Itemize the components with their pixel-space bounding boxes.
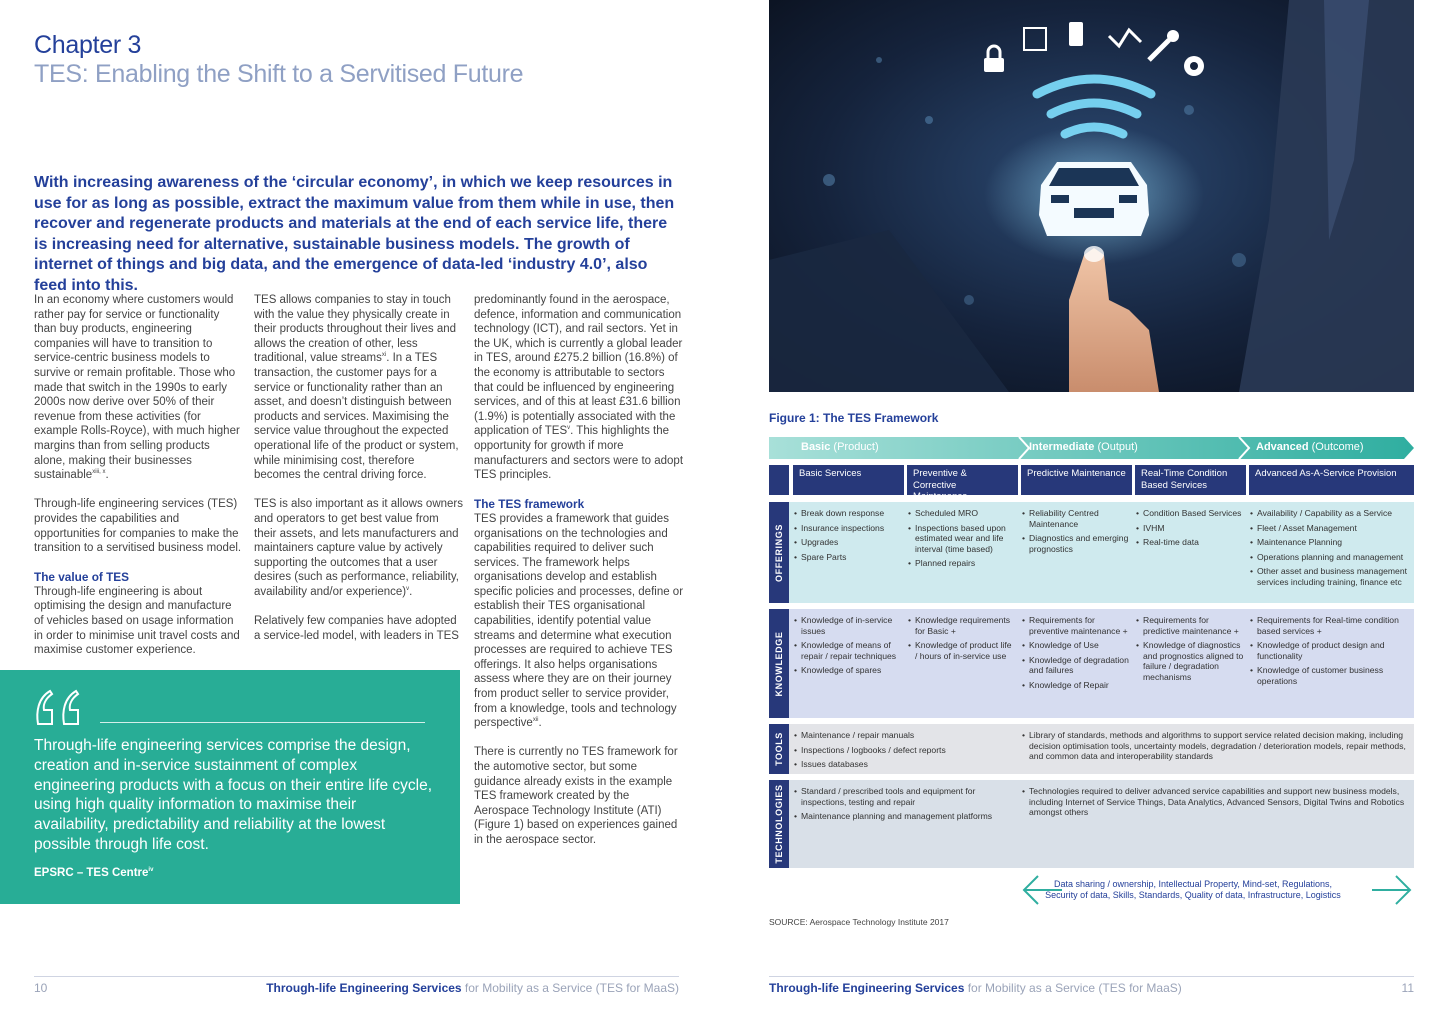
paragraph: predominantly found in the aerospace, defence, information and communication technology (ICT), and rail sectors. Yet in the UK, which is currently a global leader in TES, around £275.2 billion (16.8%) of the economy is attributable to sectors that could be influenced by engineering services, and of this at least £31.6 billion (1.9%) is potentially associated with the application of TES$^v$. This highlights the opportunity for growth if more manufacturers and sectors were to adopt TES principles. [474,294,684,482]
bullet-item: • Inspections / logbooks / defect reports [794,745,1016,756]
quote-divider [100,722,425,723]
bullet-item: • Real-time data [1136,537,1244,548]
column-header-predictive-maintenance: Predictive Maintenance [1021,465,1132,495]
bullet-item: • Knowledge of Use [1022,640,1130,651]
bullet-item: • Other asset and business management services including training, finance etc [1250,566,1412,587]
column-header-basic-services: Basic Services [793,465,904,495]
bullet-item: • Issues databases [794,759,1016,770]
offerings-predictive [1022,508,1130,558]
knowledge-predictive [1022,615,1130,695]
paragraph: There is currently no TES framework for the automotive sector, but some guidance already exists in the example TES framework created by the Aerospace Technology Institute (ATI) (Figure 1) based on experiences gained in the aerospace sector. [474,746,678,846]
bullet-item: • Condition Based Services [1136,508,1244,519]
paragraph: TES is also important as it allows owners and operators to get best value from their assets, and lets manufacturers and maintainers capture value by actively supporting the outcomes that a user desires (such as performance, reliability, availability and/or experience)$^v$. [254,498,463,598]
paragraph: TES allows companies to stay in touch with the value they physically create in their products throughout their lives and allows the creation of other, less traditional, value streams$^{xi}$. In a TES transaction, the customer pays for a service or functionality rather than an asset, and doesn’t distinguish between products and services. Maximising the service value throughout the expected operational life of the product or system, while minimising cost, therefore becomes the central driving force. [254,294,459,482]
bullet-item: • Standard / prescribed tools and equipment for inspections, testing and repair [794,786,1016,807]
bullet-item: • Technologies required to deliver advanced service capabilities and support new business models, including Internet of Service Things, Data Analytics, Advanced Sensors, Digital Twins and Robotics amongst others [1022,786,1412,818]
stage-basic: Basic (Product) [801,441,879,453]
bullet-item: • Scheduled MRO [908,508,1016,519]
bullet-item: • Insurance inspections [794,523,902,534]
paragraph: TES provides a framework that guides organisations on the technologies and capabilities required to deliver such services. The framework helps organisations develop and establish specific policies and processes, define or establish their TES organisational capabilities, identify potential value streams and determine what execution processes are required to achieve TES offerings. It also helps organisations assess where they are on their journey from product seller to service provider, from a knowledge, tools and technology perspective$^{xii}$. [474,512,684,730]
bullet-item: • Requirements for predictive maintenance + [1136,615,1244,636]
footnote-ref: xii [532,717,539,724]
footer-title: Through-life Engineering Services for Mobility as a Service (TES for MaaS) [266,981,679,995]
text-column-1 [34,293,244,672]
bullet-item: • Spare Parts [794,552,902,563]
bullet-item: • IVHM [1136,523,1244,534]
bullet-item: • Inspections based upon estimated wear and life interval (time based) [908,523,1016,555]
figure-source: SOURCE: Aerospace Technology Institute 2017 [769,917,949,927]
bullet-item: • Knowledge of Repair [1022,680,1130,691]
pull-quote-box [0,670,460,904]
bullet-item: • Requirements for preventive maintenance + [1022,615,1130,636]
offerings-preventive [908,508,1016,573]
offerings-basic [794,508,902,566]
footer-rule [34,976,679,977]
page-number: 10 [34,981,48,995]
bullet-item: • Knowledge of in-service issues [794,615,902,636]
row-label-tools: TOOLS [769,724,789,774]
knowledge-advanced [1250,615,1412,691]
bullet-item: • Knowledge requirements for Basic + [908,615,1016,636]
paragraph: Relatively few companies have adopted a service-led model, with leaders in TES [254,615,459,642]
offerings-advanced [1250,508,1412,592]
knowledge-real-time [1136,615,1244,687]
section-heading-value-of-tes: The value of TES [34,570,130,585]
quote-text: Through-life engineering services comprise the design, creation and in-service sustainment of complex engineering products with a focus on their entire life cycle, using high quality information to maximise their availability, predictability and reliability at the lowest possible through life cost. [34,737,433,853]
tools-advanced [1022,730,1412,766]
stage-advanced: Advanced (Outcome) [1256,441,1364,453]
bullet-item: • Knowledge of customer business operations [1250,665,1412,686]
bullet-item: • Operations planning and management [1250,552,1412,563]
bullet-item: • Knowledge of degradation and failures [1022,655,1130,676]
lead-paragraph: With increasing awareness of the ‘circular economy’, in which we keep resources in use for as long as possible, extract the maximum value from them while in use, then recover and regenerate products and materials at the end of each service life, there is increasing need for alternative, sustainable business models. The growth of internet of things and big data, and the emergence of data-led ‘industry 4.0’, also feed into this. [34,174,675,294]
technologies-advanced [1022,786,1412,822]
enablers-text: Data sharing / ownership, Intellectual Property, Mind-set, Regulations, Security of data, Skills, Standards, Quality of data, Infrastructure, Logistics [1045,879,1341,900]
stage-intermediate: Intermediate (Output) [1029,441,1138,453]
text-column-2 [254,293,464,658]
bullet-item: • Knowledge of means of repair / repair techniques [794,640,902,661]
paragraph: In an economy where customers would rather pay for service or functionality than buy products, engineering companies will have to transition to service-centric business models to survive or remain profitable. Those who made that switch in the 1990s to early 2000s now derive over 50% of their revenue from these activities (for example Rolls-Royce), with much higher margins than from selling products alone, making their businesses sustainable$^{xiii, x}$. [34,294,240,482]
bullet-item: • Requirements for Real-time condition based services + [1250,615,1412,636]
bullet-item: • Library of standards, methods and algorithms to support service related decision making, including decision optimisation tools, uncertainty models, degradation / deterioration models, repair methods, and common data and interoperability standards [1022,730,1412,762]
knowledge-preventive [908,615,1016,665]
bullet-item: • Knowledge of product life / hours of in-service use [908,640,1016,661]
footnote-ref: v [406,586,410,593]
figure-caption: Figure 1: The TES Framework [769,411,939,425]
row-label-knowledge: KNOWLEDGE [769,609,789,718]
bullet-item: • Fleet / Asset Management [1250,523,1412,534]
technologies-basic [794,786,1016,826]
hero-image-connected-car [769,0,1414,392]
knowledge-basic [794,615,902,680]
header-gutter [769,465,789,495]
row-label-technologies: TECHNOLOGIES [769,780,789,868]
text-column-3 [474,293,684,862]
bullet-item: • Knowledge of spares [794,665,902,676]
footnote-ref: v [567,425,571,432]
column-header-real-time-services: Real-Time Condition Based Services [1135,465,1246,495]
tools-basic [794,730,1016,774]
column-header-preventive-maintenance: Preventive & Corrective Maintenance [907,465,1018,495]
bullet-item: • Maintenance / repair manuals [794,730,1016,741]
row-label-offerings: OFFERINGS [769,502,789,603]
bullet-item: • Maintenance Planning [1250,537,1412,548]
bullet-item: • Maintenance planning and management platforms [794,811,1016,822]
page-number: 11 [1401,981,1414,995]
bullet-item: • Upgrades [794,537,902,548]
paragraph: Through-life engineering services (TES) provides the capabilities and opportunities for companies to make the transition to a servitised business model. [34,498,242,555]
bullet-item: • Break down response [794,508,902,519]
section-heading-tes-framework: The TES framework [474,497,585,512]
arrow-right-icon [1370,872,1414,908]
offerings-real-time [1136,508,1244,552]
bullet-item: • Planned repairs [908,558,1016,569]
bullet-item: • Diagnostics and emerging prognostics [1022,533,1130,554]
chapter-number: Chapter 3 [34,31,142,59]
chapter-title: TES: Enabling the Shift to a Servitised Future [34,60,524,88]
quote-mark-icon [34,688,90,728]
bullet-item: • Knowledge of product design and functionality [1250,640,1412,661]
footnote-ref: xiii, x [92,469,106,476]
bullet-item: • Reliability Centred Maintenance [1022,508,1130,529]
footnote-ref: xi [381,352,387,359]
bullet-item: • Knowledge of diagnostics and prognostics aligned to failure / degradation mechanisms [1136,640,1244,682]
quote-source: EPSRC – TES Centre$^{iv}$ [34,867,154,879]
footnote-ref: iv [148,867,154,874]
footer-rule [769,976,1414,977]
right-page [724,0,1448,1024]
footer-title: Through-life Engineering Services for Mobility as a Service (TES for MaaS) [769,981,1182,995]
column-header-advanced-provision: Advanced As-A-Service Provision [1249,465,1414,495]
paragraph: Through-life engineering is about optimising the design and manufacture of vehicles based on usage information in order to minimise unit travel costs and maximise customer experience. [34,585,240,657]
bullet-item: • Availability / Capability as a Service [1250,508,1412,519]
